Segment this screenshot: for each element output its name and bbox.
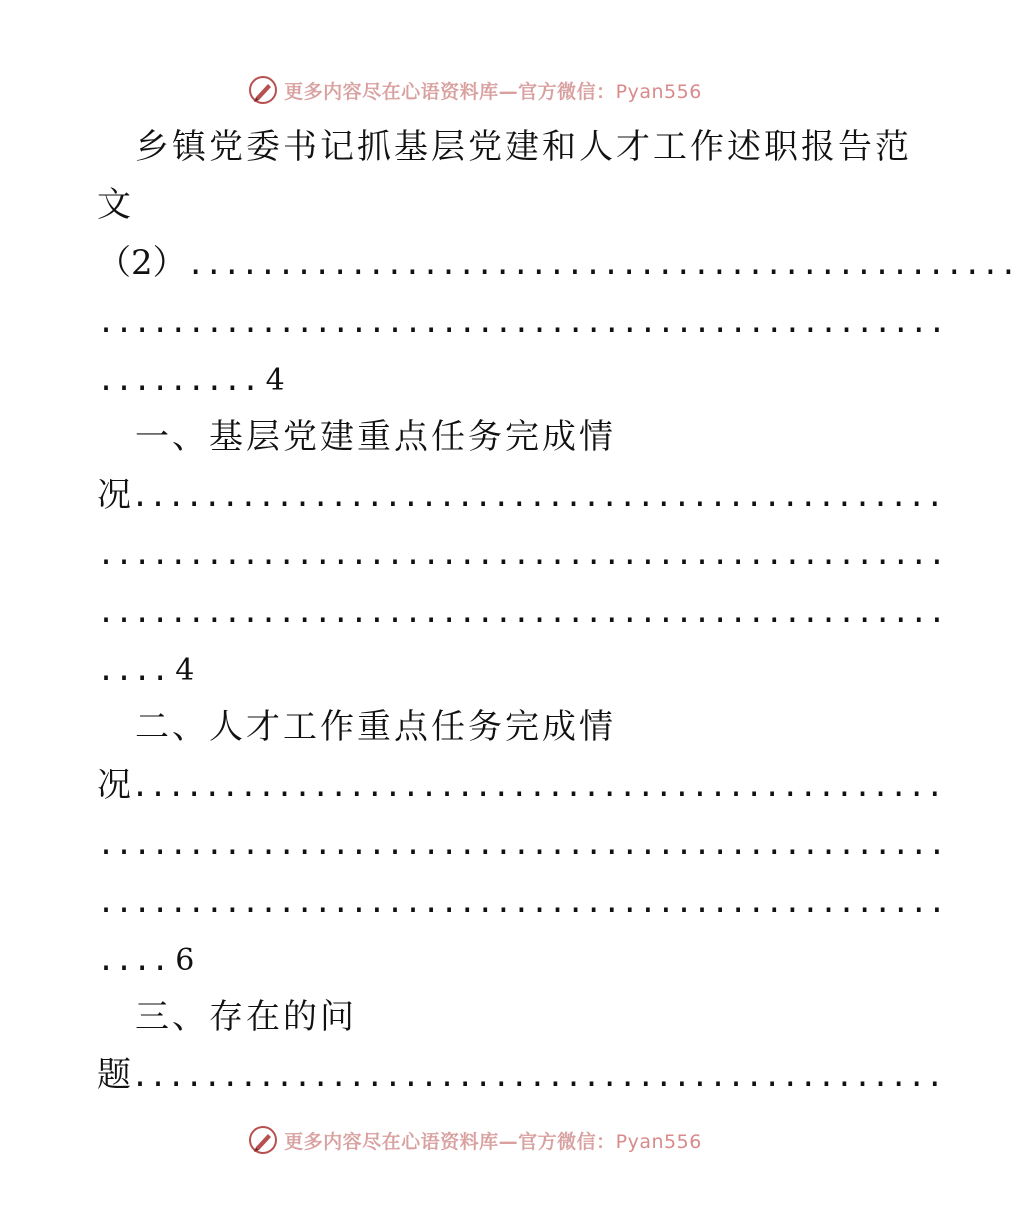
pen-logo-icon xyxy=(248,75,278,105)
watermark-top xyxy=(0,70,950,110)
toc-title-text-2: 文 xyxy=(97,185,134,225)
dot-leader: .... xyxy=(97,943,170,978)
dot-leader: ............................................. xyxy=(131,479,944,514)
page-number: 4 xyxy=(175,653,195,688)
toc-section-1-page-line xyxy=(97,640,842,698)
dot-leader: ............................................. xyxy=(131,1059,944,1094)
toc-content xyxy=(97,118,1017,1104)
pen-logo-icon xyxy=(248,1125,278,1155)
toc-section-2-title: 二、人才工作重点任务完成情 xyxy=(135,707,616,747)
dot-leader-line xyxy=(97,524,946,582)
dot-leader: ............................................... xyxy=(97,305,946,340)
watermark-bottom xyxy=(0,1120,950,1160)
toc-section-3-line xyxy=(97,988,842,1046)
dot-leader: ............................................. xyxy=(131,769,944,804)
watermark-id: Pyan556 xyxy=(615,80,702,103)
watermark-id: Pyan556 xyxy=(615,1130,702,1153)
page-number: 4 xyxy=(265,363,285,398)
dot-leader-line xyxy=(97,814,946,872)
toc-section-1-line xyxy=(97,408,842,466)
toc-title-suffix: （2） xyxy=(97,243,187,283)
watermark-text: 更多内容尽在心语资料库—官方微信： xyxy=(284,80,616,103)
dot-leader: ............................................... xyxy=(97,885,946,920)
page-number: 6 xyxy=(175,943,195,978)
dot-leader-line xyxy=(97,292,946,350)
dot-leader-line xyxy=(97,872,946,930)
dot-leader-line xyxy=(97,582,946,640)
toc-section-2-page-line xyxy=(97,930,842,988)
dot-leader: ......... xyxy=(97,363,260,398)
toc-section-2-line xyxy=(97,698,842,756)
dot-leader: ............................................... xyxy=(97,595,946,630)
dot-leader: ............................................... xyxy=(97,537,946,572)
toc-section-1-title: 一、基层党建重点任务完成情 xyxy=(135,417,616,457)
dot-leader: ............................................... xyxy=(97,827,946,862)
toc-title-page-line xyxy=(97,350,842,408)
toc-title-text: 乡镇党委书记抓基层党建和人才工作述职报告范 xyxy=(135,127,912,167)
toc-title-line-2 xyxy=(97,176,842,234)
toc-section-3-title: 三、存在的问 xyxy=(135,997,357,1037)
toc-title-line xyxy=(97,118,912,176)
toc-section-1-leader xyxy=(97,466,944,524)
toc-section-2-leader xyxy=(97,756,944,814)
toc-section-3-leader xyxy=(97,1046,944,1104)
toc-section-3-tail: 题 xyxy=(97,1055,131,1095)
toc-section-1-tail: 况 xyxy=(97,475,131,515)
dot-leader: .............................................. xyxy=(186,247,1017,282)
dot-leader: .... xyxy=(97,653,170,688)
watermark-text: 更多内容尽在心语资料库—官方微信： xyxy=(284,1130,616,1153)
toc-section-2-tail: 况 xyxy=(97,765,131,805)
toc-title-leader xyxy=(97,234,1017,292)
